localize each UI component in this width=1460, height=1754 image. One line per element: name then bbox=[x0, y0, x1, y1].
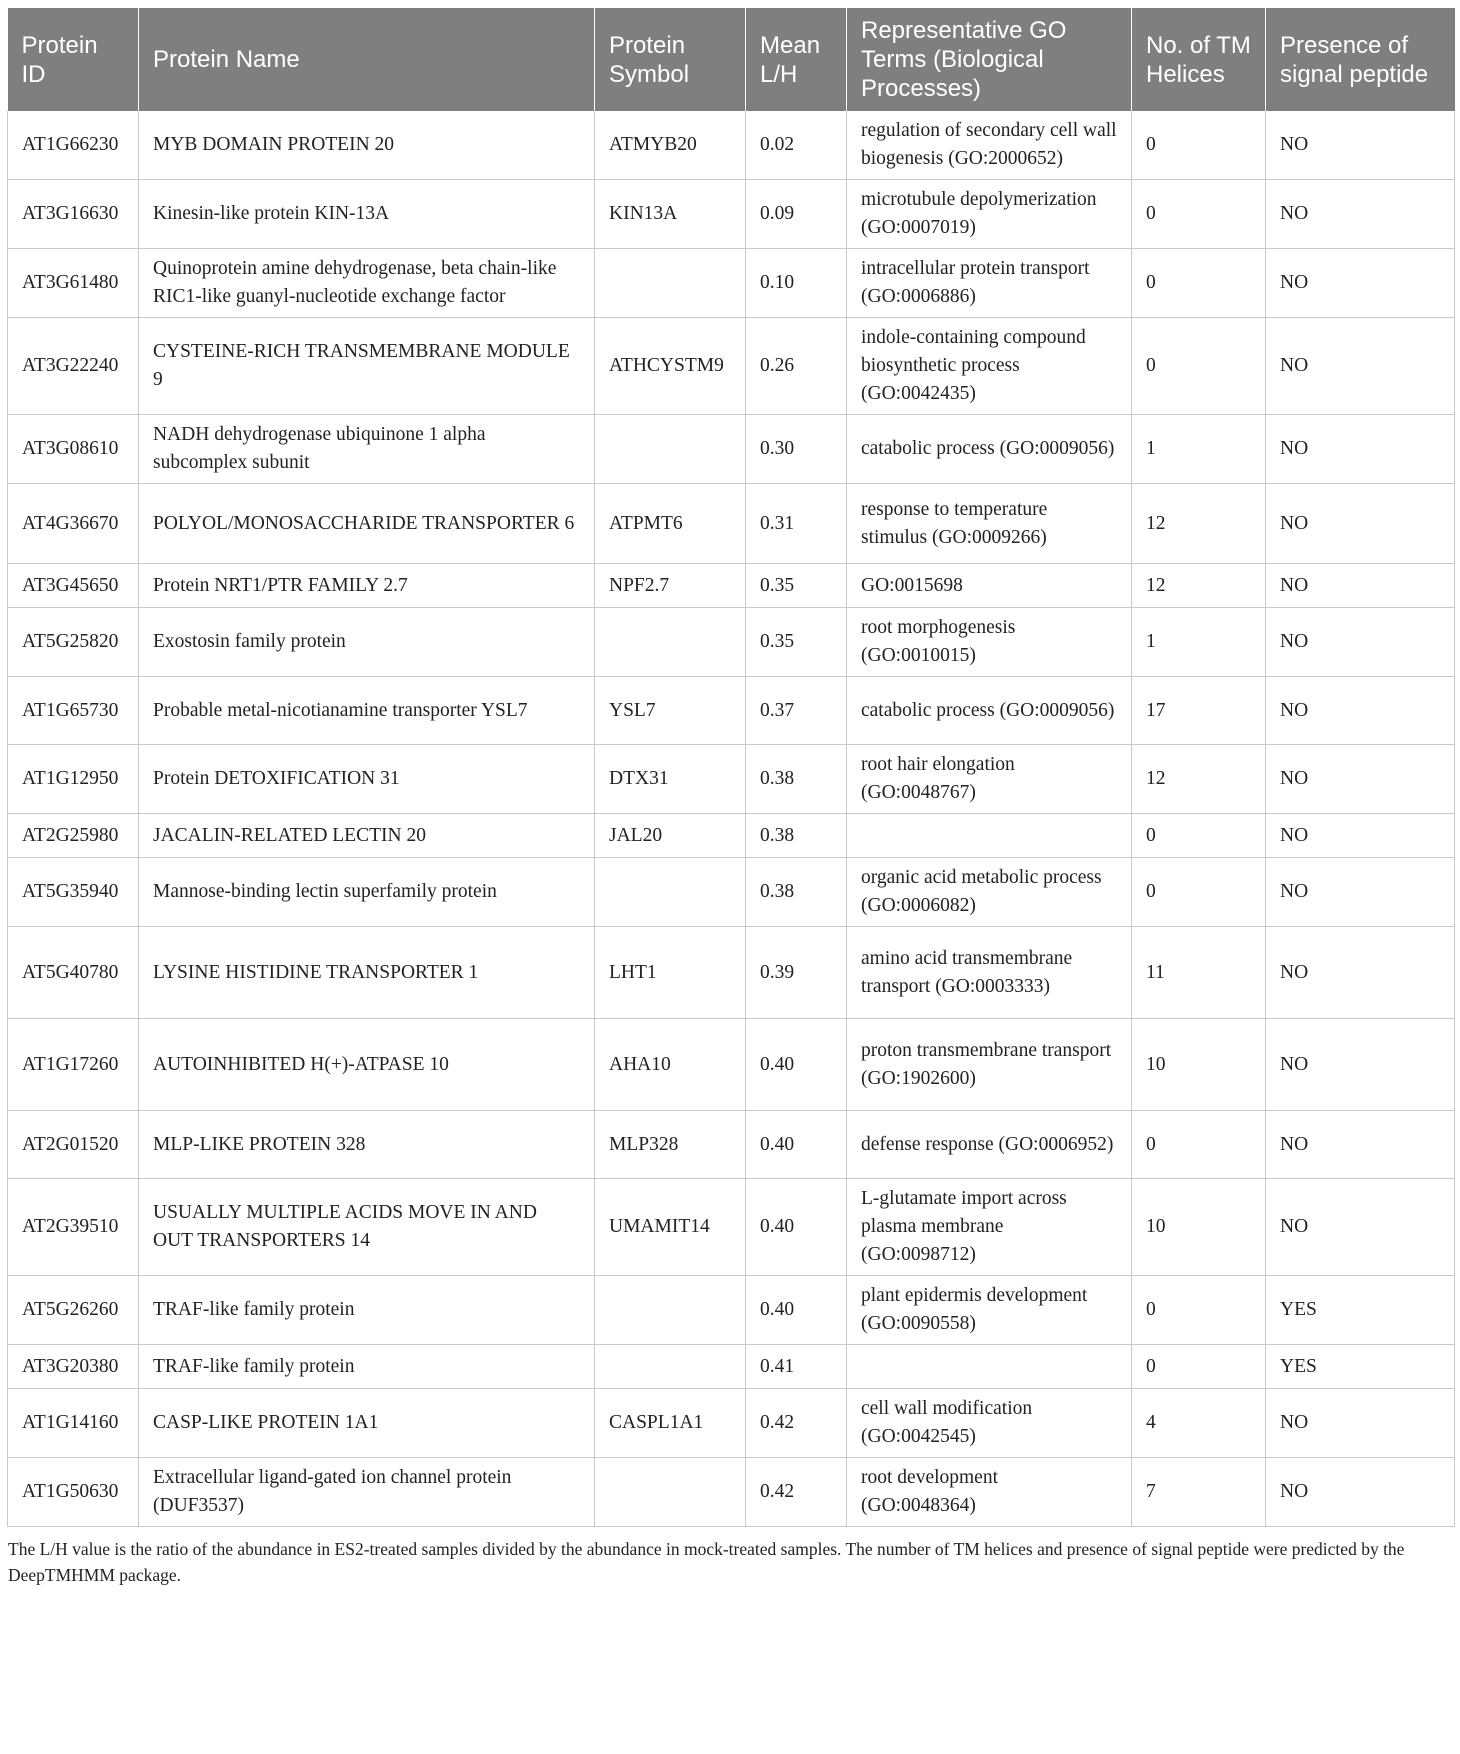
cell-go-terms: root morphogenesis (GO:0010015) bbox=[847, 608, 1132, 677]
cell-protein-id: AT3G45650 bbox=[8, 564, 139, 608]
cell-protein-symbol: YSL7 bbox=[595, 677, 746, 745]
cell-mean-lh: 0.09 bbox=[746, 180, 847, 249]
cell-mean-lh: 0.26 bbox=[746, 318, 847, 415]
cell-signal-peptide: YES bbox=[1266, 1276, 1455, 1345]
cell-signal-peptide: NO bbox=[1266, 608, 1455, 677]
cell-go-terms: indole-containing compound biosynthetic process (GO:0042435) bbox=[847, 318, 1132, 415]
table-row bbox=[8, 318, 1455, 415]
cell-protein-name: JACALIN-RELATED LECTIN 20 bbox=[139, 814, 595, 858]
cell-tm-helices: 0 bbox=[1132, 858, 1266, 927]
cell-go-terms: plant epidermis development (GO:0090558) bbox=[847, 1276, 1132, 1345]
cell-protein-name: Exostosin family protein bbox=[139, 608, 595, 677]
cell-protein-id: AT2G39510 bbox=[8, 1179, 139, 1276]
cell-go-terms: organic acid metabolic process (GO:0006082) bbox=[847, 858, 1132, 927]
table-row bbox=[8, 415, 1455, 484]
cell-protein-name: LYSINE HISTIDINE TRANSPORTER 1 bbox=[139, 927, 595, 1019]
cell-mean-lh: 0.38 bbox=[746, 814, 847, 858]
cell-protein-id: AT3G61480 bbox=[8, 249, 139, 318]
cell-protein-name: Kinesin-like protein KIN-13A bbox=[139, 180, 595, 249]
cell-protein-symbol: MLP328 bbox=[595, 1111, 746, 1179]
cell-go-terms: intracellular protein transport (GO:0006886) bbox=[847, 249, 1132, 318]
cell-protein-id: AT1G14160 bbox=[8, 1389, 139, 1458]
cell-protein-symbol bbox=[595, 1458, 746, 1527]
header-protein-symbol: Protein Symbol bbox=[595, 8, 746, 111]
cell-go-terms: catabolic process (GO:0009056) bbox=[847, 677, 1132, 745]
cell-protein-id: AT3G16630 bbox=[8, 180, 139, 249]
cell-protein-symbol bbox=[595, 1345, 746, 1389]
table-row bbox=[8, 745, 1455, 814]
table-row bbox=[8, 564, 1455, 608]
table-row bbox=[8, 111, 1455, 180]
table-row bbox=[8, 858, 1455, 927]
cell-tm-helices: 7 bbox=[1132, 1458, 1266, 1527]
cell-protein-symbol bbox=[595, 249, 746, 318]
cell-go-terms: root development (GO:0048364) bbox=[847, 1458, 1132, 1527]
cell-mean-lh: 0.40 bbox=[746, 1019, 847, 1111]
cell-protein-symbol: ATPMT6 bbox=[595, 484, 746, 564]
cell-mean-lh: 0.40 bbox=[746, 1111, 847, 1179]
cell-tm-helices: 0 bbox=[1132, 1276, 1266, 1345]
cell-mean-lh: 0.38 bbox=[746, 745, 847, 814]
cell-signal-peptide: NO bbox=[1266, 180, 1455, 249]
header-tm-helices: No. of TM Helices bbox=[1132, 8, 1266, 111]
cell-protein-name: TRAF-like family protein bbox=[139, 1276, 595, 1345]
cell-signal-peptide: NO bbox=[1266, 858, 1455, 927]
cell-protein-id: AT4G36670 bbox=[8, 484, 139, 564]
cell-tm-helices: 0 bbox=[1132, 1345, 1266, 1389]
table-row bbox=[8, 180, 1455, 249]
cell-protein-symbol: NPF2.7 bbox=[595, 564, 746, 608]
cell-go-terms: L-glutamate import across plasma membrane (GO:0098712) bbox=[847, 1179, 1132, 1276]
cell-tm-helices: 0 bbox=[1132, 180, 1266, 249]
cell-protein-symbol: LHT1 bbox=[595, 927, 746, 1019]
cell-protein-name: NADH dehydrogenase ubiquinone 1 alpha subcomplex subunit bbox=[139, 415, 595, 484]
cell-protein-id: AT3G20380 bbox=[8, 1345, 139, 1389]
cell-go-terms: GO:0015698 bbox=[847, 564, 1132, 608]
cell-go-terms: amino acid transmembrane transport (GO:0003333) bbox=[847, 927, 1132, 1019]
header-mean-lh: Mean L/H bbox=[746, 8, 847, 111]
cell-protein-name: Protein NRT1/PTR FAMILY 2.7 bbox=[139, 564, 595, 608]
cell-tm-helices: 0 bbox=[1132, 111, 1266, 180]
cell-signal-peptide: NO bbox=[1266, 745, 1455, 814]
table-row bbox=[8, 1345, 1455, 1389]
table-header-row bbox=[8, 8, 1455, 111]
cell-protein-name: CASP-LIKE PROTEIN 1A1 bbox=[139, 1389, 595, 1458]
cell-tm-helices: 10 bbox=[1132, 1179, 1266, 1276]
cell-go-terms bbox=[847, 814, 1132, 858]
table-row bbox=[8, 249, 1455, 318]
cell-mean-lh: 0.35 bbox=[746, 608, 847, 677]
cell-tm-helices: 12 bbox=[1132, 564, 1266, 608]
cell-protein-id: AT1G17260 bbox=[8, 1019, 139, 1111]
cell-signal-peptide: NO bbox=[1266, 564, 1455, 608]
cell-protein-name: CYSTEINE-RICH TRANSMEMBRANE MODULE 9 bbox=[139, 318, 595, 415]
table-row bbox=[8, 927, 1455, 1019]
cell-go-terms: root hair elongation (GO:0048767) bbox=[847, 745, 1132, 814]
cell-protein-name: Extracellular ligand-gated ion channel protein (DUF3537) bbox=[139, 1458, 595, 1527]
cell-go-terms: microtubule depolymerization (GO:0007019) bbox=[847, 180, 1132, 249]
cell-signal-peptide: NO bbox=[1266, 677, 1455, 745]
table-row bbox=[8, 677, 1455, 745]
cell-protein-symbol: JAL20 bbox=[595, 814, 746, 858]
table-row bbox=[8, 1179, 1455, 1276]
cell-protein-name: AUTOINHIBITED H(+)-ATPASE 10 bbox=[139, 1019, 595, 1111]
cell-protein-id: AT1G12950 bbox=[8, 745, 139, 814]
header-go-terms: Representative GO Terms (Biological Processes) bbox=[847, 8, 1132, 111]
cell-go-terms: cell wall modification (GO:0042545) bbox=[847, 1389, 1132, 1458]
cell-mean-lh: 0.41 bbox=[746, 1345, 847, 1389]
cell-protein-symbol: ATHCYSTM9 bbox=[595, 318, 746, 415]
cell-tm-helices: 4 bbox=[1132, 1389, 1266, 1458]
cell-signal-peptide: NO bbox=[1266, 1179, 1455, 1276]
cell-protein-id: AT1G66230 bbox=[8, 111, 139, 180]
cell-protein-id: AT1G50630 bbox=[8, 1458, 139, 1527]
cell-tm-helices: 0 bbox=[1132, 1111, 1266, 1179]
cell-mean-lh: 0.40 bbox=[746, 1179, 847, 1276]
cell-protein-symbol bbox=[595, 1276, 746, 1345]
cell-protein-symbol: DTX31 bbox=[595, 745, 746, 814]
cell-tm-helices: 0 bbox=[1132, 249, 1266, 318]
cell-tm-helices: 0 bbox=[1132, 318, 1266, 415]
cell-tm-helices: 0 bbox=[1132, 814, 1266, 858]
cell-signal-peptide: NO bbox=[1266, 249, 1455, 318]
cell-go-terms bbox=[847, 1345, 1132, 1389]
cell-mean-lh: 0.10 bbox=[746, 249, 847, 318]
cell-mean-lh: 0.42 bbox=[746, 1458, 847, 1527]
table-row bbox=[8, 1111, 1455, 1179]
cell-protein-name: USUALLY MULTIPLE ACIDS MOVE IN AND OUT TRANSPORTERS 14 bbox=[139, 1179, 595, 1276]
cell-protein-id: AT2G25980 bbox=[8, 814, 139, 858]
cell-protein-id: AT5G26260 bbox=[8, 1276, 139, 1345]
cell-protein-name: Quinoprotein amine dehydrogenase, beta chain-like RIC1-like guanyl-nucleotide exchange factor bbox=[139, 249, 595, 318]
cell-mean-lh: 0.42 bbox=[746, 1389, 847, 1458]
cell-protein-id: AT1G65730 bbox=[8, 677, 139, 745]
table-body bbox=[8, 111, 1455, 1527]
table-row bbox=[8, 484, 1455, 564]
table-row bbox=[8, 1019, 1455, 1111]
cell-protein-symbol: KIN13A bbox=[595, 180, 746, 249]
cell-mean-lh: 0.39 bbox=[746, 927, 847, 1019]
cell-protein-name: POLYOL/MONOSACCHARIDE TRANSPORTER 6 bbox=[139, 484, 595, 564]
cell-protein-symbol: AHA10 bbox=[595, 1019, 746, 1111]
cell-mean-lh: 0.35 bbox=[746, 564, 847, 608]
cell-mean-lh: 0.30 bbox=[746, 415, 847, 484]
cell-tm-helices: 11 bbox=[1132, 927, 1266, 1019]
cell-protein-name: MYB DOMAIN PROTEIN 20 bbox=[139, 111, 595, 180]
cell-protein-symbol: UMAMIT14 bbox=[595, 1179, 746, 1276]
cell-protein-name: MLP-LIKE PROTEIN 328 bbox=[139, 1111, 595, 1179]
cell-signal-peptide: NO bbox=[1266, 1458, 1455, 1527]
cell-signal-peptide: NO bbox=[1266, 1111, 1455, 1179]
cell-protein-id: AT5G25820 bbox=[8, 608, 139, 677]
cell-mean-lh: 0.37 bbox=[746, 677, 847, 745]
cell-go-terms: regulation of secondary cell wall biogenesis (GO:2000652) bbox=[847, 111, 1132, 180]
cell-signal-peptide: NO bbox=[1266, 814, 1455, 858]
cell-protein-id: AT3G08610 bbox=[8, 415, 139, 484]
protein-table bbox=[7, 8, 1455, 1527]
header-protein-name: Protein Name bbox=[139, 8, 595, 111]
cell-mean-lh: 0.02 bbox=[746, 111, 847, 180]
cell-protein-symbol bbox=[595, 608, 746, 677]
cell-tm-helices: 1 bbox=[1132, 608, 1266, 677]
cell-tm-helices: 12 bbox=[1132, 745, 1266, 814]
cell-signal-peptide: NO bbox=[1266, 484, 1455, 564]
cell-protein-id: AT3G22240 bbox=[8, 318, 139, 415]
cell-signal-peptide: YES bbox=[1266, 1345, 1455, 1389]
header-protein-id: Protein ID bbox=[8, 8, 139, 111]
cell-protein-name: Mannose-binding lectin superfamily protein bbox=[139, 858, 595, 927]
cell-protein-name: Probable metal-nicotianamine transporter YSL7 bbox=[139, 677, 595, 745]
table-footnote: The L/H value is the ratio of the abundance in ES2-treated samples divided by the abundance in mock-treated samples. The number of TM helices and presence of signal peptide were predicted by the DeepTMHMM package. bbox=[8, 1539, 1405, 1585]
cell-go-terms: proton transmembrane transport (GO:1902600) bbox=[847, 1019, 1132, 1111]
cell-protein-id: AT2G01520 bbox=[8, 1111, 139, 1179]
cell-mean-lh: 0.40 bbox=[746, 1276, 847, 1345]
cell-protein-symbol bbox=[595, 415, 746, 484]
cell-signal-peptide: NO bbox=[1266, 1019, 1455, 1111]
cell-tm-helices: 17 bbox=[1132, 677, 1266, 745]
cell-protein-name: TRAF-like family protein bbox=[139, 1345, 595, 1389]
header-signal-peptide: Presence of signal peptide bbox=[1266, 8, 1455, 111]
cell-protein-id: AT5G35940 bbox=[8, 858, 139, 927]
cell-signal-peptide: NO bbox=[1266, 927, 1455, 1019]
cell-protein-symbol: CASPL1A1 bbox=[595, 1389, 746, 1458]
cell-protein-symbol bbox=[595, 858, 746, 927]
table-row bbox=[8, 608, 1455, 677]
cell-signal-peptide: NO bbox=[1266, 1389, 1455, 1458]
cell-go-terms: response to temperature stimulus (GO:0009266) bbox=[847, 484, 1132, 564]
cell-protein-symbol: ATMYB20 bbox=[595, 111, 746, 180]
table-row bbox=[8, 814, 1455, 858]
cell-protein-name: Protein DETOXIFICATION 31 bbox=[139, 745, 595, 814]
cell-go-terms: defense response (GO:0006952) bbox=[847, 1111, 1132, 1179]
cell-protein-id: AT5G40780 bbox=[8, 927, 139, 1019]
cell-tm-helices: 1 bbox=[1132, 415, 1266, 484]
cell-tm-helices: 12 bbox=[1132, 484, 1266, 564]
table-row bbox=[8, 1458, 1455, 1527]
cell-mean-lh: 0.31 bbox=[746, 484, 847, 564]
table-row bbox=[8, 1276, 1455, 1345]
cell-signal-peptide: NO bbox=[1266, 111, 1455, 180]
cell-signal-peptide: NO bbox=[1266, 415, 1455, 484]
cell-signal-peptide: NO bbox=[1266, 318, 1455, 415]
cell-tm-helices: 10 bbox=[1132, 1019, 1266, 1111]
cell-go-terms: catabolic process (GO:0009056) bbox=[847, 415, 1132, 484]
document-page bbox=[7, 8, 1454, 1588]
table-row bbox=[8, 1389, 1455, 1458]
cell-mean-lh: 0.38 bbox=[746, 858, 847, 927]
